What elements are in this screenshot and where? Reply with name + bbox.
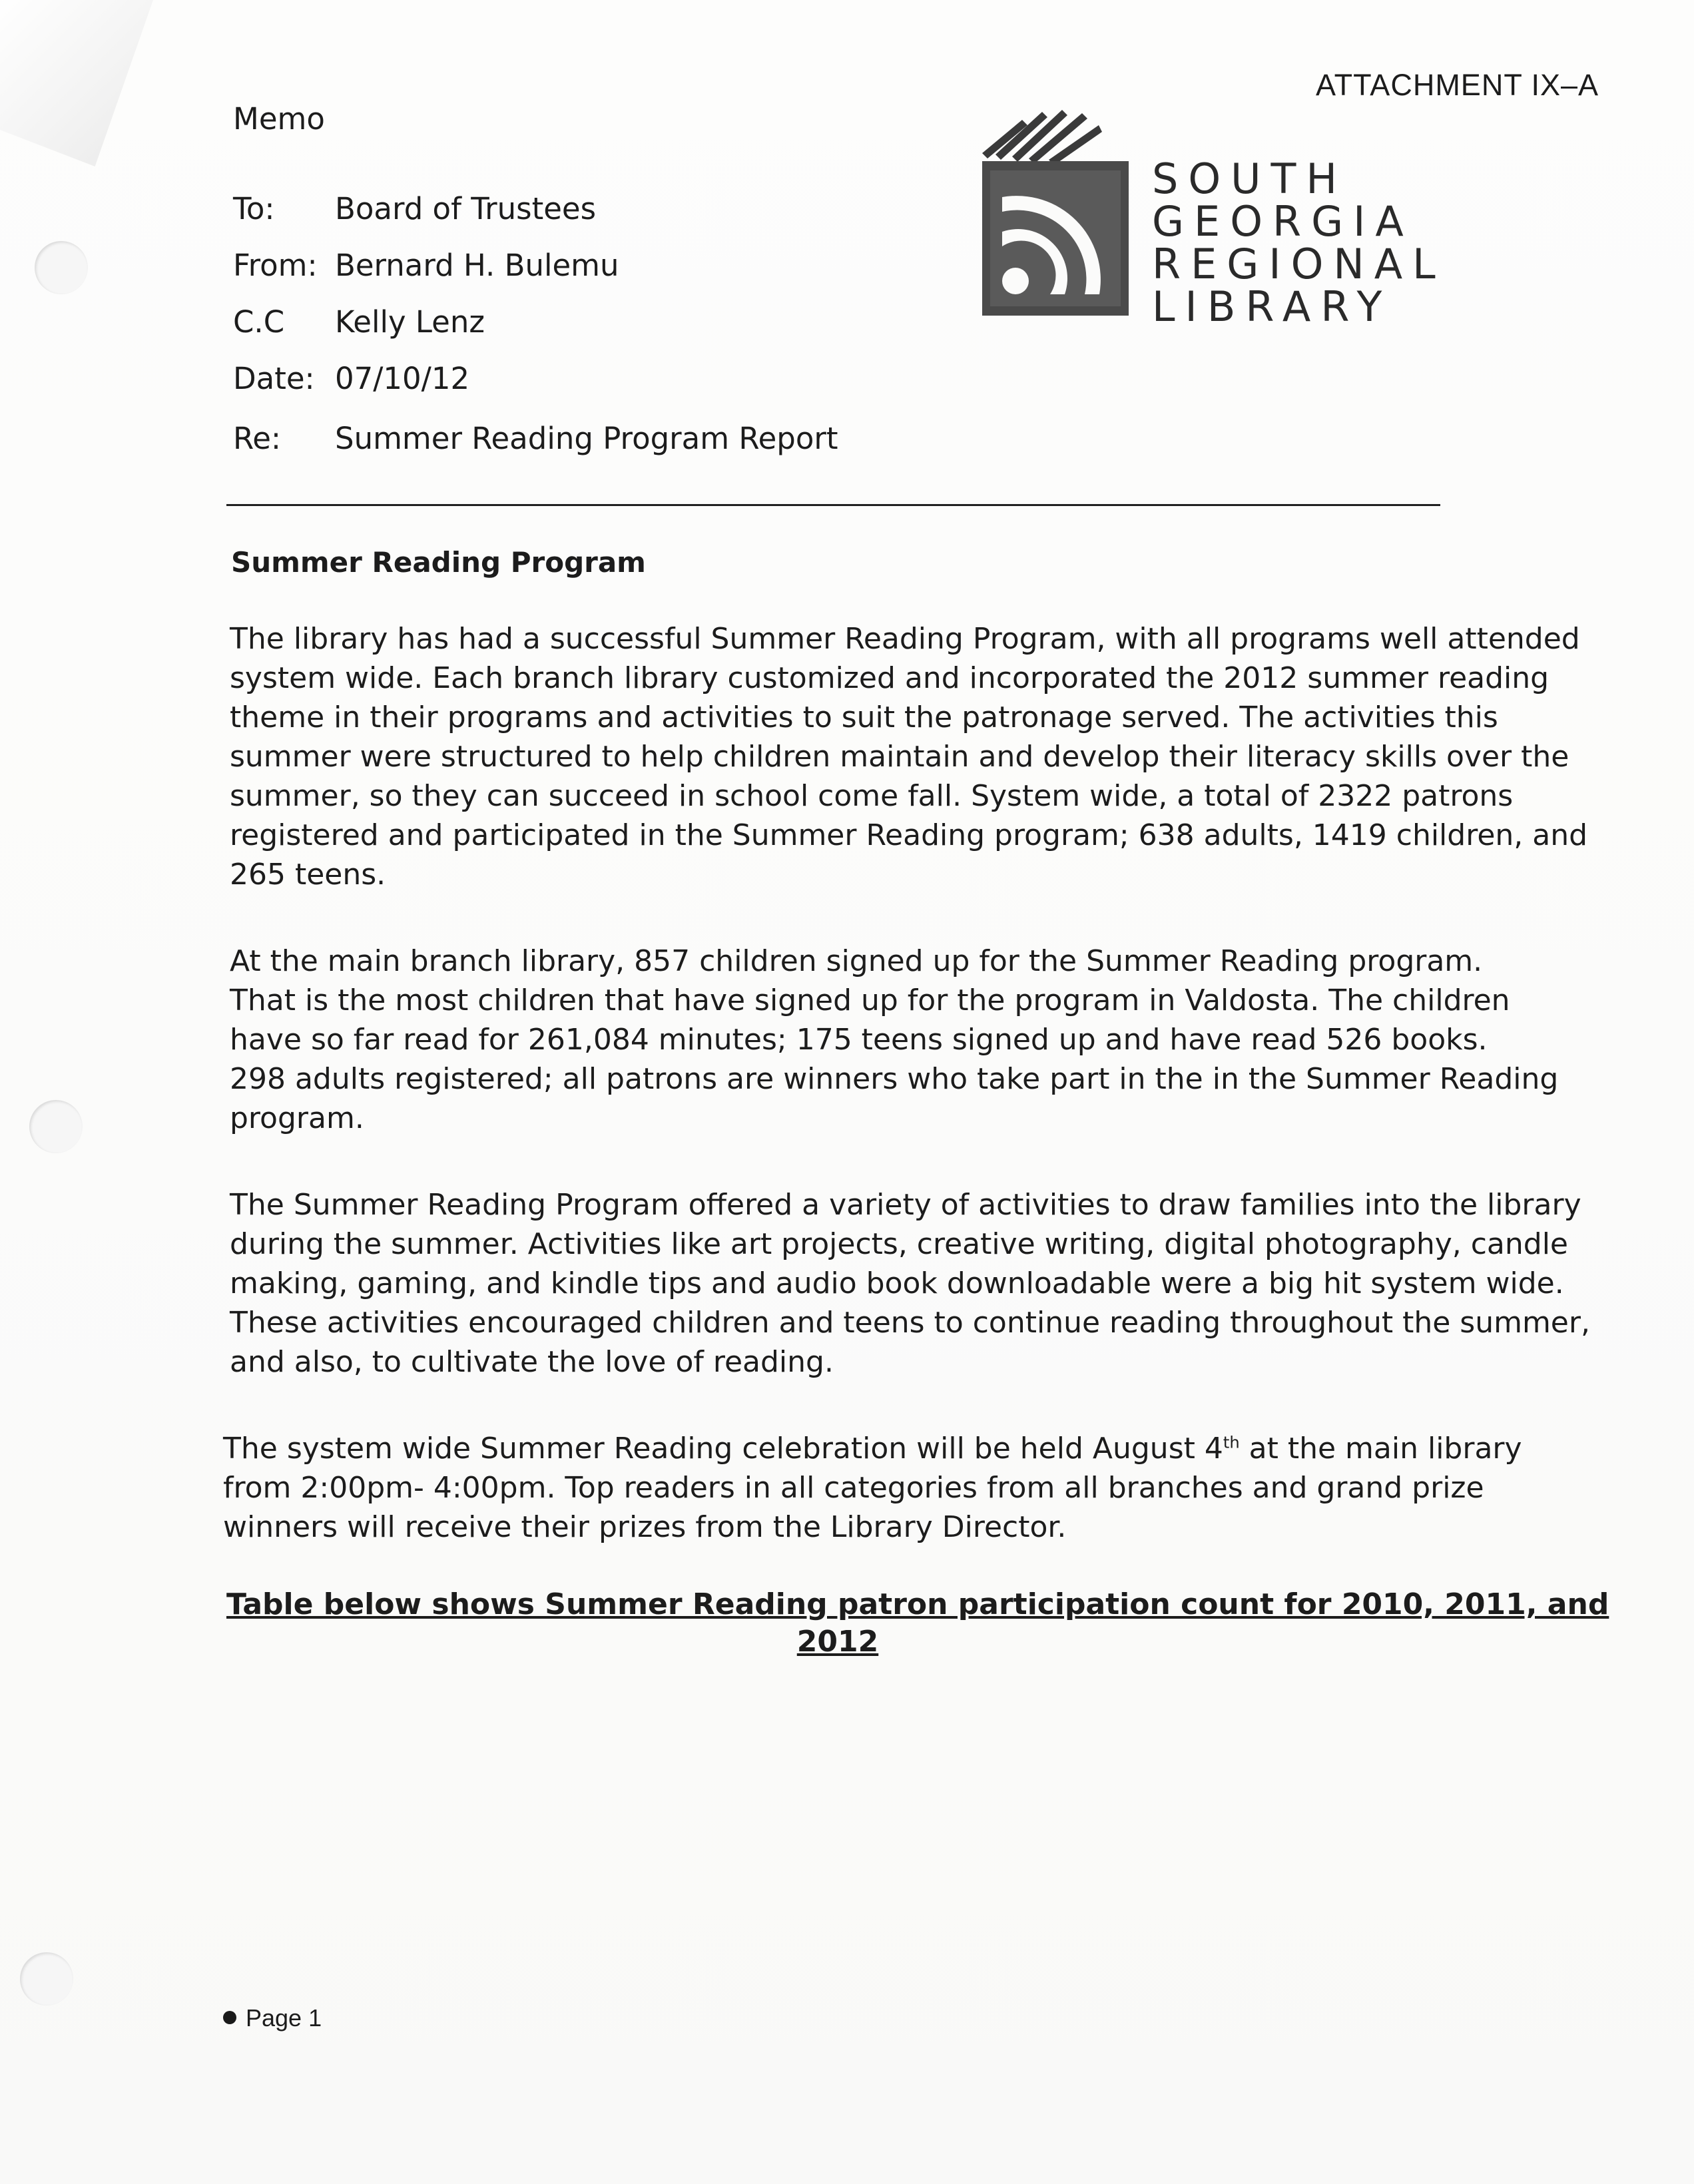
cc-label: C.C: [233, 304, 285, 340]
re-value: Summer Reading Program Report: [335, 421, 838, 456]
memo-label: Memo: [233, 101, 325, 136]
re-label: Re:: [233, 421, 282, 456]
logo-text-line-2: GEORGIA: [1152, 197, 1414, 246]
to-label: To:: [233, 191, 275, 226]
paragraph-line: theme in their programs and activities to suit the patronage served. The activities this: [230, 700, 1498, 734]
from-value: Bernard H. Bulemu: [335, 248, 619, 283]
table-caption-line: Table below shows Summer Reading patron participation count for 2010, 2011, and: [226, 1587, 1609, 1621]
paragraph-line: 265 teens.: [230, 858, 386, 892]
paragraph-line: program.: [230, 1101, 364, 1135]
paragraph-line: That is the most children that have signed up for the program in Valdosta. The children: [230, 983, 1510, 1017]
from-label: From:: [233, 248, 318, 283]
paragraph-line: The Summer Reading Program offered a variety of activities to draw families into the library: [230, 1188, 1581, 1222]
paragraph-line: summer were structured to help children maintain and develop their literacy skills over the: [230, 740, 1569, 774]
paragraph-line: [223, 1429, 1522, 1468]
paragraph-3: [230, 1185, 1590, 1382]
logo-text-line-3: REGIONAL: [1152, 240, 1446, 288]
paragraph-1: [230, 619, 1588, 894]
date-label: Date:: [233, 361, 315, 396]
page-number: Page 1: [246, 2004, 322, 2032]
paragraph-2: [230, 942, 1559, 1138]
ordinal-suffix: th: [1223, 1433, 1240, 1452]
paragraph-line: system wide. Each branch library customized and incorporated the 2012 summer reading: [230, 661, 1550, 695]
attachment-label: ATTACHMENT IX–A: [1316, 68, 1599, 102]
paragraph-line: summer, so they can succeed in school come fall. System wide, a total of 2322 patrons: [230, 779, 1514, 813]
cc-value: Kelly Lenz: [335, 304, 485, 340]
page-footer: [223, 2004, 322, 2032]
paragraph-line: registered and participated in the Summer Reading program; 638 adults, 1419 children, and: [230, 818, 1588, 852]
header-divider: [226, 504, 1440, 506]
punch-hole-top: [35, 241, 88, 294]
p4-text-before: The system wide Summer Reading celebration will be held August 4: [223, 1432, 1223, 1466]
logo-text-line-4: LIBRARY: [1152, 282, 1392, 331]
logo-text-line-1: SOUTH: [1152, 154, 1348, 203]
book-rss-logo-icon: [976, 107, 1175, 320]
paragraph-line: making, gaming, and kindle tips and audio book downloadable were a big hit system wide.: [230, 1266, 1564, 1300]
paragraph-line: winners will receive their prizes from the Library Director.: [223, 1510, 1067, 1544]
table-caption: [226, 1586, 1609, 1661]
punch-hole-bottom: [20, 1952, 73, 2006]
date-value: 07/10/12: [335, 361, 470, 396]
punch-hole-middle: [29, 1100, 83, 1153]
paragraph-line: 298 adults registered; all patrons are winners who take part in the in the Summer Reading: [230, 1062, 1559, 1096]
paragraph-line: during the summer. Activities like art projects, creative writing, digital photography, candle: [230, 1227, 1568, 1261]
paragraph-line: At the main branch library, 857 children signed up for the Summer Reading program.: [230, 944, 1483, 978]
paragraph-line: The library has had a successful Summer Reading Program, with all programs well attended: [230, 622, 1580, 656]
folded-corner: [0, 0, 153, 166]
paragraph-line: and also, to cultivate the love of reading.: [230, 1345, 834, 1379]
paragraph-4: [223, 1429, 1522, 1547]
paragraph-line: These activities encouraged children and teens to continue reading throughout the summer,: [230, 1306, 1590, 1340]
table-caption-line: 2012: [796, 1625, 879, 1659]
p4-text-after: at the main library: [1239, 1432, 1522, 1466]
to-value: Board of Trustees: [335, 191, 597, 226]
bullet-icon: [223, 2011, 236, 2024]
section-title: Summer Reading Program: [231, 546, 646, 579]
paragraph-line: from 2:00pm- 4:00pm. Top readers in all categories from all branches and grand prize: [223, 1471, 1484, 1505]
paragraph-line: have so far read for 261,084 minutes; 175 teens signed up and have read 526 books.: [230, 1023, 1488, 1057]
